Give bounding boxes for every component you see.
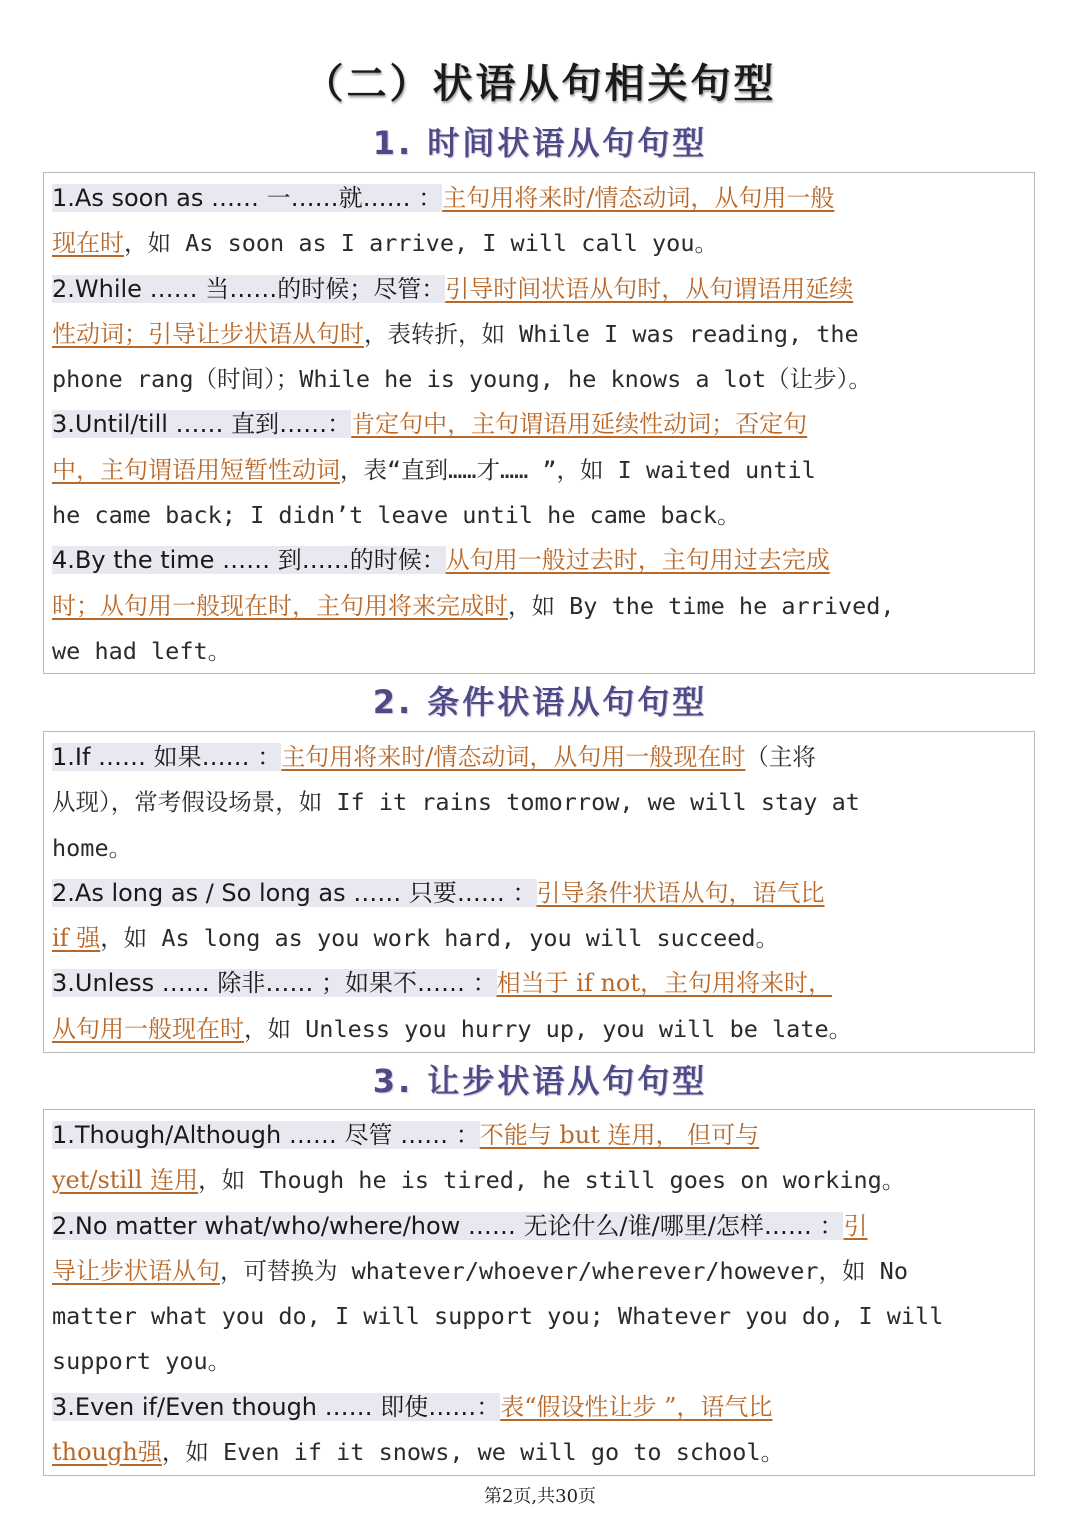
example-text: （主将 xyxy=(745,743,816,771)
example-text: we had left。 xyxy=(52,636,232,665)
text-line xyxy=(52,1430,1026,1475)
example-text: support you。 xyxy=(52,1347,232,1376)
example-text: he came back; I didn’t leave until he came back。 xyxy=(52,501,741,530)
key-point: 导让步状语从句 xyxy=(52,1256,220,1285)
key-point: 中，主句谓语用短暂性动词 xyxy=(52,455,340,484)
text-line xyxy=(52,221,1026,266)
example-text: home。 xyxy=(52,833,133,862)
text-line xyxy=(52,1249,1026,1294)
example-text: ，如 Unless you hurry up, you will be late。 xyxy=(244,1014,853,1043)
text-line xyxy=(52,176,1026,221)
key-point: though强 xyxy=(52,1438,162,1467)
example-text: ，可替换为 whatever/whoever/wherever/however，如 No xyxy=(220,1256,908,1285)
text-line xyxy=(52,1385,1026,1430)
key-point: if 强 xyxy=(52,924,101,953)
page-footer: 第2页,共30页 xyxy=(483,1486,597,1507)
section-box-concession xyxy=(43,1109,1035,1476)
text-line xyxy=(52,826,1026,871)
section-title-condition: 2. 条件状语从句句型 xyxy=(372,683,708,721)
text-line xyxy=(52,584,1026,629)
pattern-heading: 4.By the time …… 到……的时候： xyxy=(52,546,446,575)
page-title: （二）状语从句相关句型 xyxy=(303,61,777,107)
key-point: 主句用将来时/情态动词，从句用一般 xyxy=(442,184,835,212)
text-line xyxy=(52,1158,1026,1203)
text-line xyxy=(52,1007,1026,1052)
text-line xyxy=(52,629,1026,674)
section-title-concession: 3. 让步状语从句句型 xyxy=(372,1062,708,1100)
text-line xyxy=(52,735,1026,780)
text-line xyxy=(52,780,1026,825)
example-text: ，如 Even if it snows, we will go to school。 xyxy=(161,1438,785,1467)
pattern-heading: 3.Even if/Even though …… 即使……： xyxy=(52,1392,501,1421)
key-point: 引 xyxy=(843,1211,868,1240)
key-point: 性动词；引导让步状语从句时 xyxy=(52,319,364,348)
pattern-heading: 3.Unless …… 除非…… ；如果不…… ： xyxy=(52,969,497,998)
example-text: 从现），常考假设场景，如 If it rains tomorrow, we will stay at xyxy=(52,788,860,817)
text-line xyxy=(52,312,1026,357)
text-line xyxy=(52,1294,1026,1339)
example-text: ，如 As long as you work hard, you will succeed。 xyxy=(100,924,780,953)
key-point: 从句用一般过去时，主句用过去完成 xyxy=(445,546,830,575)
example-text: matter what you do, I will support you; Whatever you do, I will xyxy=(52,1302,944,1331)
pattern-heading: 2.No matter what/who/where/how …… 无论什么/谁/哪里/怎样…… ： xyxy=(52,1211,844,1240)
text-line xyxy=(52,1113,1026,1158)
text-line xyxy=(52,493,1026,538)
section-title-time: 1. 时间状语从句句型 xyxy=(372,124,708,162)
example-text: ，表“直到……才…… ”，如 I waited until xyxy=(340,455,816,484)
example-text: ，表转折，如 While I was reading, the xyxy=(364,319,859,348)
pattern-heading: 2.As long as / So long as …… 只要…… ： xyxy=(52,878,537,907)
text-line xyxy=(52,871,1026,916)
example-text: ，如 Though he is tired, he still goes on working。 xyxy=(198,1166,906,1195)
key-point: 表“假设性让步 ”，语气比 xyxy=(500,1392,773,1421)
pattern-heading: 1.Though/Although …… 尽管 …… ： xyxy=(52,1121,480,1149)
text-line xyxy=(52,267,1026,312)
key-point: 现在时 xyxy=(52,229,124,258)
example-text: ，如 As soon as I arrive, I will call you。 xyxy=(124,229,718,258)
key-point: 引导时间状语从句时，从句谓语用延续 xyxy=(445,274,854,303)
example-text: phone rang（时间）；While he is young, he knows a lot（让步）。 xyxy=(52,365,872,394)
example-text: ，如 By the time he arrived, xyxy=(508,591,895,620)
text-line xyxy=(52,538,1026,583)
key-point: 不能与 but 连用， 但可与 xyxy=(479,1121,760,1149)
pattern-heading: 1.If …… 如果…… ： xyxy=(52,743,282,771)
key-point: 主句用将来时/情态动词，从句用一般现在时 xyxy=(281,743,746,771)
pattern-heading: 3.Until/till …… 直到……： xyxy=(52,410,352,439)
pattern-heading: 2.While …… 当……的时候；尽管： xyxy=(52,274,446,303)
key-point: yet/still 连用 xyxy=(52,1166,199,1195)
section-box-condition xyxy=(43,731,1035,1053)
text-line xyxy=(52,448,1026,493)
key-point: 引导条件状语从句，语气比 xyxy=(536,878,825,907)
text-line xyxy=(52,1204,1026,1249)
text-line xyxy=(52,357,1026,402)
key-point: 时；从句用一般现在时，主句用将来完成时 xyxy=(52,591,508,620)
text-line xyxy=(52,402,1026,447)
pattern-heading: 1.As soon as …… 一……就…… ： xyxy=(52,184,443,212)
key-point: 从句用一般现在时 xyxy=(52,1014,244,1043)
key-point: 相当于 if not，主句用将来时， xyxy=(496,969,833,998)
text-line xyxy=(52,1339,1026,1384)
key-point: 肯定句中，主句谓语用延续性动词；否定句 xyxy=(351,410,808,439)
section-box-time xyxy=(43,172,1035,674)
text-line xyxy=(52,961,1026,1006)
text-line xyxy=(52,916,1026,961)
